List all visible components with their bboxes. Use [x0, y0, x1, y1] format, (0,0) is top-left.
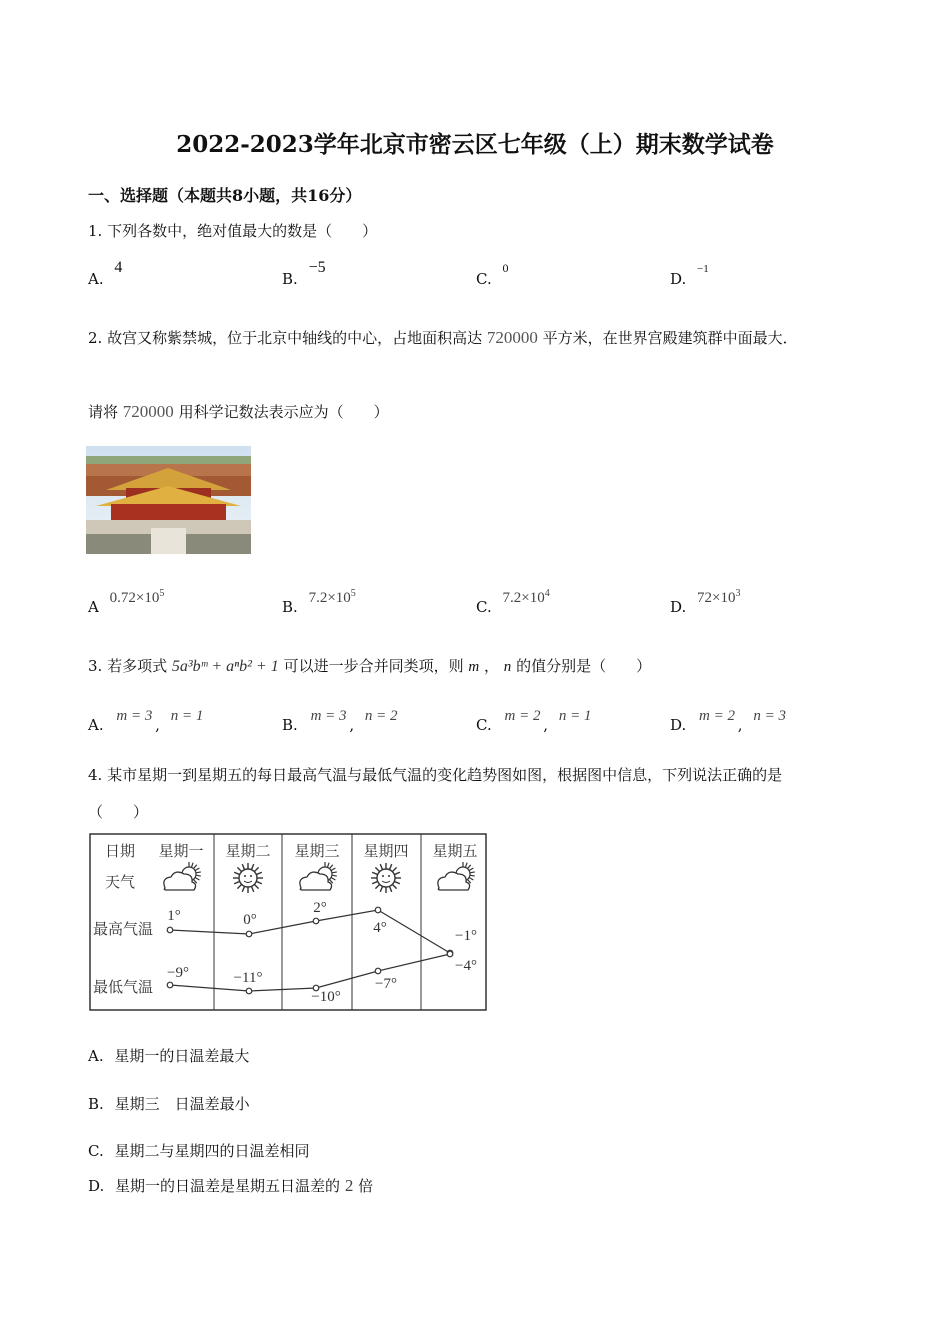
low-temp-label: −9° [167, 965, 189, 981]
low-temp-label: −4° [455, 958, 477, 974]
header-weather-label: 天气 [105, 873, 136, 891]
low-temp-label: −11° [233, 970, 263, 986]
question-2-stem-line2: 请将 720000 用科学记数法表示应为（ ） [88, 402, 389, 421]
header-day-label: 日期 [105, 842, 136, 860]
high-temp-point [313, 918, 319, 924]
day-label: 星期四 [363, 842, 409, 860]
low-temp-point [246, 988, 252, 994]
low-temp-label: −7° [375, 976, 397, 992]
q1-option-c[interactable]: C. $^0$ [476, 261, 509, 288]
q4-option-d[interactable]: D. 星期一的日温差是星期五日温差的 2 倍 [88, 1176, 374, 1195]
day-label: 星期二 [225, 842, 271, 860]
high-temp-label: 2° [313, 900, 327, 916]
q2-option-b[interactable]: B. $7.2\times 10^5$ [282, 588, 356, 616]
cloud-sun-icon [438, 862, 475, 890]
high-temp-point [375, 907, 381, 913]
q4-option-c[interactable]: C. 星期二与星期四的日温差相同 [88, 1142, 310, 1160]
high-temp-point [246, 931, 252, 937]
q1-option-a[interactable]: A. 4 [88, 259, 123, 288]
q3-option-a[interactable]: A. m = 3 , n = 1 [88, 708, 204, 734]
low-temp-point [167, 982, 173, 988]
series-label-high: 最高气温 [93, 920, 154, 938]
cloud-sun-icon [164, 862, 201, 890]
question-4-stem-line2: （ ） [88, 803, 149, 821]
temperature-chart-svg [88, 832, 488, 1012]
day-label: 星期一 [158, 842, 204, 860]
high-temp-label: 1° [167, 908, 181, 924]
sun-icon [371, 863, 401, 893]
forbidden-city-photo [86, 446, 251, 554]
high-temp-line [170, 910, 450, 953]
sun-icon [233, 863, 263, 893]
day-label: 星期五 [432, 842, 478, 860]
q1-option-b[interactable]: B. −5 [282, 259, 326, 288]
q1-option-d[interactable]: D. $^{-1}$ [670, 263, 709, 288]
day-label: 星期三 [294, 842, 340, 860]
low-temp-label: −10° [311, 989, 341, 1005]
low-temp-line [170, 954, 450, 991]
q3-option-d[interactable]: D. m = 2 , n = 3 [670, 708, 786, 734]
question-4-stem: 4. 某市星期一到星期五的每日最高气温与最低气温的变化趋势图如图，根据图中信息，下列说法正确的是 [88, 766, 783, 784]
series-label-low: 最低气温 [93, 978, 154, 996]
temperature-chart [88, 832, 488, 1012]
cloud-sun-icon [300, 862, 337, 890]
high-temp-label: 4° [373, 920, 387, 936]
high-temp-label: −1° [455, 928, 477, 944]
question-1-stem: 1. 下列各数中，绝对值最大的数是（ ） [88, 222, 378, 240]
q4-option-b[interactable]: B. 星期三 日温差最小 [88, 1095, 250, 1113]
question-3-stem: 3. 若多项式 5a³bᵐ + aⁿb² + 1 可以进一步合并同类项，则 m ， n 的值分别是（ ） [88, 657, 652, 675]
q3-option-b[interactable]: B. m = 3 , n = 2 [282, 708, 398, 734]
q4-option-a[interactable]: A. 星期一的日温差最大 [88, 1047, 250, 1065]
low-temp-point [447, 951, 453, 957]
q2-option-d[interactable]: D. $72\times 10^3$ [670, 588, 741, 616]
page-title: 2022-2023学年北京市密云区七年级（上）期末数学试卷 [176, 131, 774, 158]
section-heading: 一、选择题（本题共8小题，共16分） [88, 186, 362, 205]
low-temp-point [375, 968, 381, 974]
high-temp-label: 0° [243, 912, 257, 928]
q3-option-c[interactable]: C. m = 2 , n = 1 [476, 708, 592, 734]
high-temp-point [167, 927, 173, 933]
q2-option-c[interactable]: C. $7.2\times 10^4$ [476, 588, 550, 616]
q2-option-a[interactable]: A $0.72\times 10^5$ [88, 588, 165, 616]
question-2-stem: 2. 故宫又称紫禁城，位于北京中轴线的中心，占地面积高达 720000 平方米，在世界宫殿建筑群中面最大． [88, 328, 798, 347]
